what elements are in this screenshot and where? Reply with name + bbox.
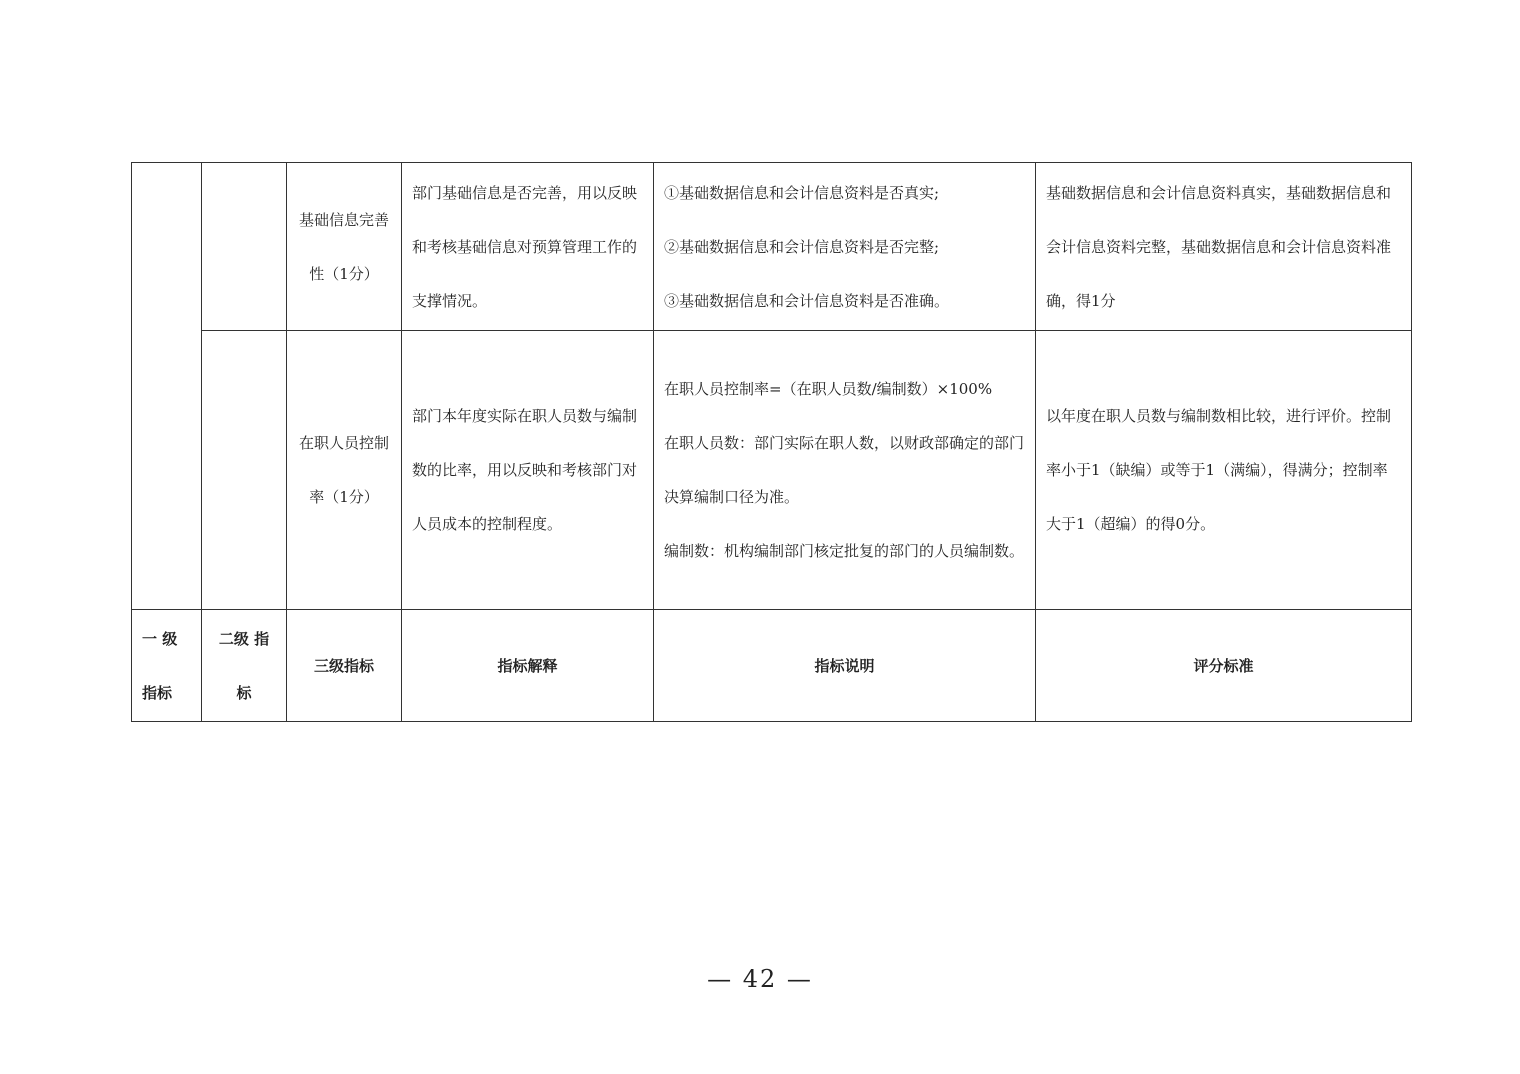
header-explanation: 指标解释	[402, 610, 654, 722]
description-line: 在职人员数：部门实际在职人数，以财政部确定的部门决算编制口径为准。	[664, 434, 1025, 506]
description-cell	[654, 331, 1036, 610]
level2-cell-empty	[202, 163, 287, 331]
page-number: — 42 —	[707, 965, 813, 993]
table-row-basic-info	[132, 163, 1412, 331]
header-row	[132, 610, 1412, 722]
header-level1: 一 级 指标	[132, 610, 202, 722]
description-line: ③基础数据信息和会计信息资料是否准确。	[664, 291, 950, 310]
evaluation-table	[131, 162, 1412, 722]
standard-cell: 基础数据信息和会计信息资料真实，基础数据信息和会计信息资料完整，基础数据信息和会计信息资料准确，得1分	[1036, 163, 1412, 331]
table-row-staff-control	[132, 331, 1412, 610]
description-line: 在职人员控制率=（在职人员数/编制数）×100%	[664, 380, 993, 398]
description-line: ①基础数据信息和会计信息资料是否真实;	[664, 183, 940, 202]
header-level2: 二级 指标	[202, 610, 287, 722]
explanation-cell: 部门本年度实际在职人员数与编制数的比率，用以反映和考核部门对人员成本的控制程度。	[402, 331, 654, 610]
description-line: ②基础数据信息和会计信息资料是否完整;	[664, 237, 940, 256]
header-standard: 评分标准	[1036, 610, 1412, 722]
level1-cell-empty	[132, 163, 202, 610]
level3-cell: 在职人员控制率（1分）	[287, 331, 402, 610]
description-cell	[654, 163, 1036, 331]
header-description: 指标说明	[654, 610, 1036, 722]
standard-cell: 以年度在职人员数与编制数相比较，进行评价。控制率小于1（缺编）或等于1（满编），得满分；控制率大于1（超编）的得0分。	[1036, 331, 1412, 610]
level2-cell-empty	[202, 331, 287, 610]
header-level3: 三级指标	[287, 610, 402, 722]
level3-cell: 基础信息完善性（1分）	[287, 163, 402, 331]
explanation-cell: 部门基础信息是否完善，用以反映和考核基础信息对预算管理工作的支撑情况。	[402, 163, 654, 331]
description-line: 编制数：机构编制部门核定批复的部门的人员编制数。	[664, 542, 1025, 560]
